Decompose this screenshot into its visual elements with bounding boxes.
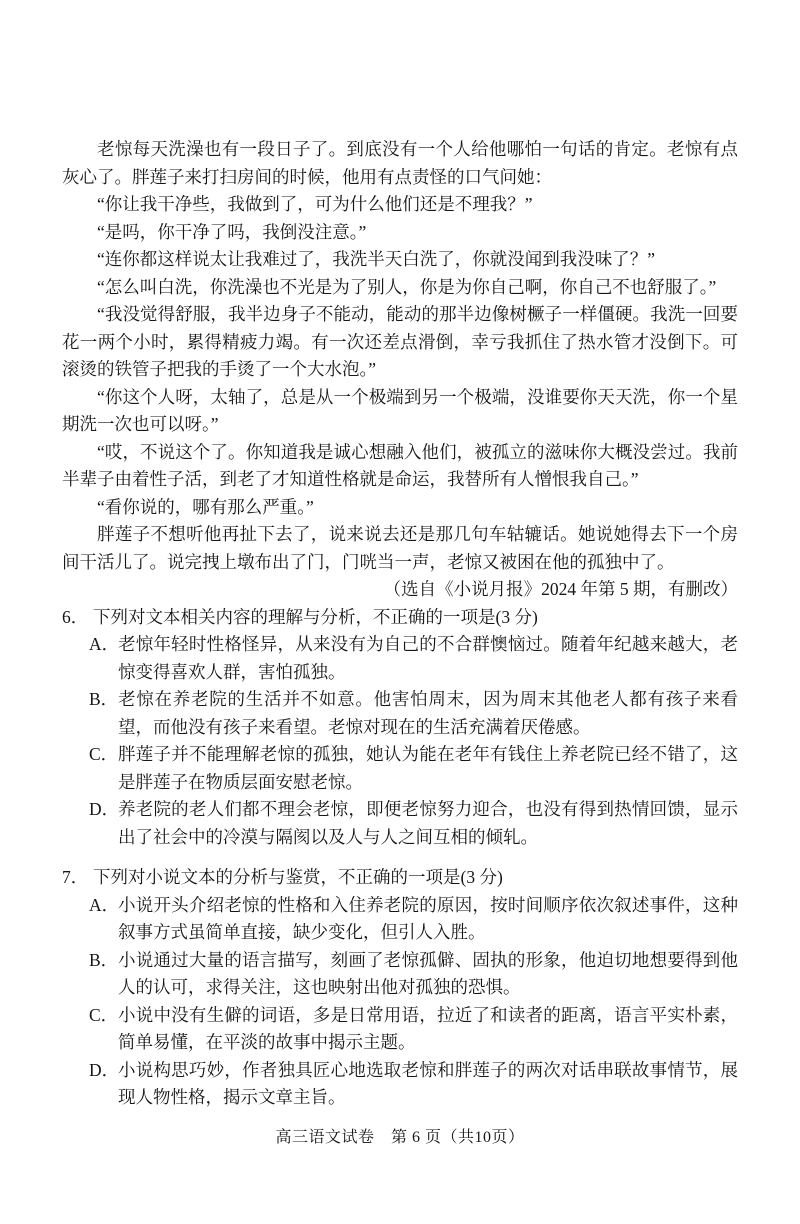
option-label: B． [89, 949, 119, 970]
passage-paragraph: “是吗，你干净了吗，我倒没注意。” [97, 221, 367, 242]
question-6 [62, 604, 738, 852]
page-content [62, 136, 738, 1151]
question-7-option-a [89, 892, 738, 947]
option-text: 小说开头介绍老惊的性格和入住养老院的原因，按时间顺序依次叙述事件，这种叙事方式虽简单直接，缺少变化，但引人入胜。 [118, 894, 738, 942]
option-text: 老惊年轻时性格怪异，从来没有为自己的不合群懊恼过。随着年纪越来越大，老惊变得喜欢人群，害怕孤独。 [118, 634, 738, 682]
option-text: 小说通过大量的语言描写，刻画了老惊孤僻、固执的形象，他迫切地想要得到他人的认可，求得关注，这也映射出他对孤独的恐惧。 [118, 949, 738, 997]
question-number: 7． [62, 867, 89, 887]
question-6-stem [62, 604, 738, 632]
question-stem-text: 下列对文本相关内容的理解与分析，不正确的一项是(3 分) [93, 606, 538, 627]
option-text: 小说构思巧妙，作者独具匠心地选取老惊和胖莲子的两次对话串联故事情节，展现人物性格，揭示文章主旨。 [118, 1059, 738, 1107]
question-6-option-a [89, 631, 738, 686]
question-6-option-b [89, 686, 738, 741]
passage-paragraph: 老惊每天洗澡也有一段日子了。到底没有一个人给他哪怕一句话的肯定。老惊有点灰心了。胖莲子来打扫房间的时候，他用有点责怪的口气问她： [62, 139, 738, 187]
question-7-option-c [89, 1002, 738, 1057]
question-6-option-d [89, 796, 738, 851]
option-label: D． [89, 799, 120, 819]
option-label: C． [89, 744, 119, 764]
passage-paragraph: “连你都这样说太让我难过了，我洗半天白洗了，你就没闻到我没味了？” [97, 249, 656, 269]
question-6-option-c [89, 741, 738, 796]
passage-paragraph: “看你说的，哪有那么严重。” [97, 496, 314, 517]
passage-paragraph: “我没觉得舒服，我半边身子不能动，能动的那半边像树橛子一样僵硬。我洗一回要花一两个小时，累得精疲力竭。有一次还差点滑倒，幸亏我抓住了热水管才没倒下。可滚烫的铁管子把我的手烫了一个大水泡。” [62, 304, 738, 379]
reading-passage [62, 136, 738, 604]
passage-paragraph: “你让我干净些，我做到了，可为什么他们还是不理我？” [97, 194, 533, 214]
passage-paragraph: “你这个人呀，太轴了，总是从一个极端到另一个极端，没谁要你天天洗，你一个星期洗一次也可以呀。” [62, 386, 738, 434]
question-7-option-b [89, 947, 738, 1002]
option-label: C． [89, 1004, 119, 1025]
question-7-stem [62, 864, 738, 892]
option-text: 老惊在养老院的生活并不如意。他害怕周末，因为周末其他老人都有孩子来看望，而他没有孩子来看望。老惊对现在的生活充满着厌倦感。 [118, 689, 738, 737]
question-number: 6． [62, 606, 89, 627]
page-footer: 高三语文试卷 第 6 页（共10页） [275, 1128, 525, 1146]
passage-paragraph: “哎，不说这个了。你知道我是诚心想融入他们，被孤立的滋味你大概没尝过。我前半辈子由着性子活，到老了才知道性格就是命运，我替所有人憎恨我自己。” [62, 441, 738, 489]
question-stem-text: 下列对小说文本的分析与鉴赏，不正确的一项是(3 分) [93, 867, 503, 887]
passage-paragraph: “怎么叫白洗，你洗澡也不光是为了别人，你是为你自己啊，你自己不也舒服了。” [97, 276, 717, 297]
option-label: B． [89, 689, 119, 709]
option-label: D． [89, 1059, 120, 1080]
option-text: 养老院的老人们都不理会老惊，即便老惊努力迎合，也没有得到热情回馈，显示出了社会中的冷漠与隔阂以及人与人之间互相的倾轧。 [118, 799, 738, 847]
passage-paragraph: 胖莲子不想听他再扯下去了，说来说去还是那几句车轱辘话。她说她得去下一个房间干活儿了。说完拽上墩布出了门，门咣当一声，老惊又被困在他的孤独中了。 [62, 524, 738, 572]
passage-attribution: （选自《小说月报》2024 年第 5 期，有删改） [383, 579, 738, 599]
option-text: 小说中没有生僻的词语，多是日常用语，拉近了和读者的距离，语言平实朴素，简单易懂，在平淡的故事中揭示主题。 [118, 1004, 738, 1052]
question-7 [62, 864, 738, 1112]
question-7-option-d [89, 1057, 738, 1112]
option-text: 胖莲子并不能理解老惊的孤独，她认为能在老年有钱住上养老院已经不错了，这是胖莲子在物质层面安慰老惊。 [118, 744, 738, 792]
option-label: A． [89, 634, 120, 654]
option-label: A． [89, 894, 120, 915]
